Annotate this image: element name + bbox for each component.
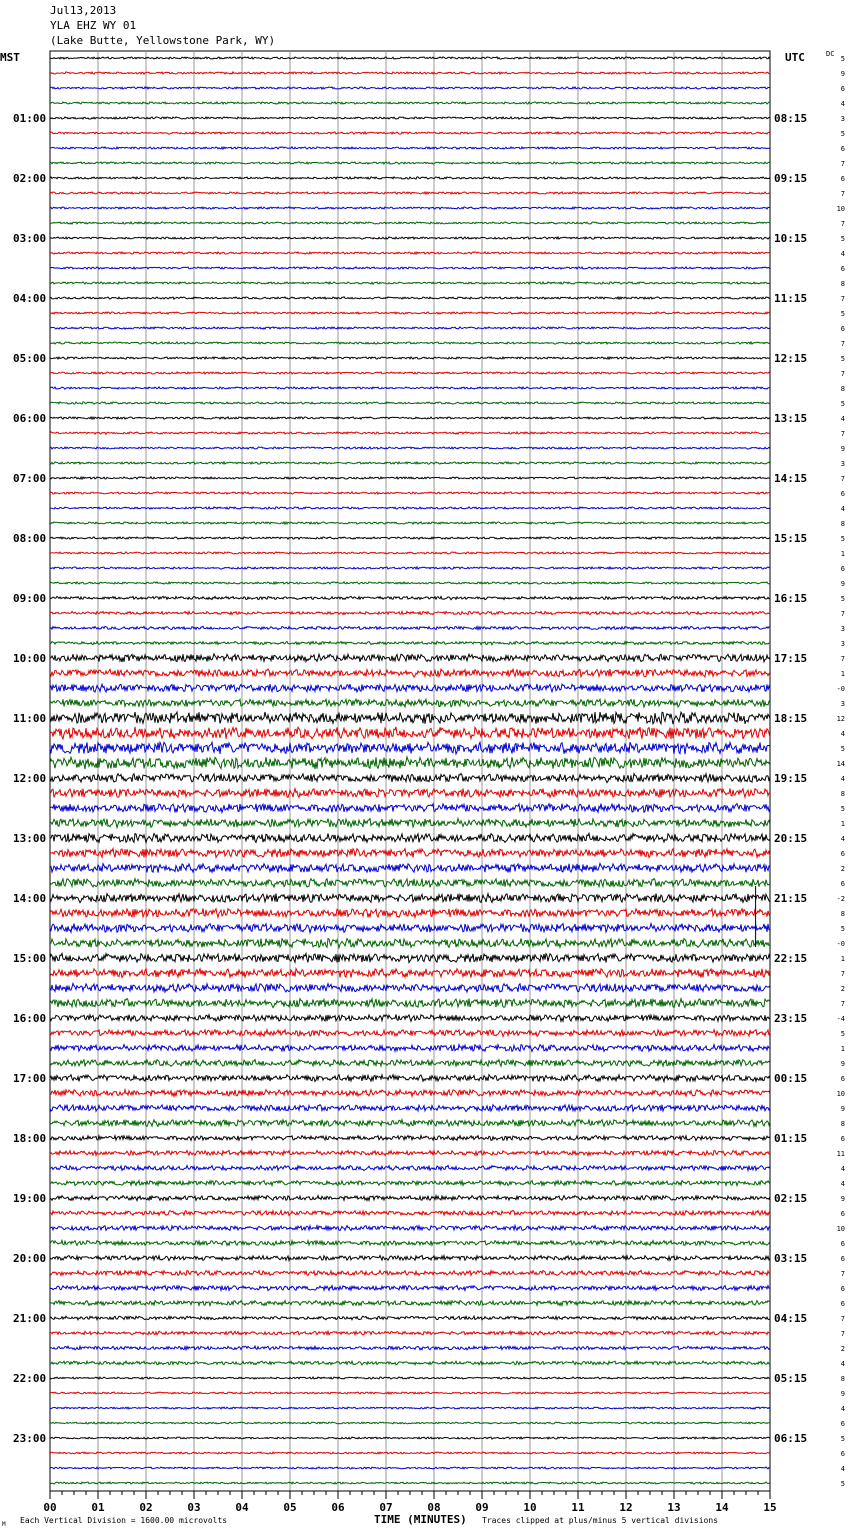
trace-row-78: [50, 1211, 770, 1216]
trace-row-71: [50, 1105, 770, 1112]
mst-hour-label: 04:00: [13, 292, 47, 305]
trace-row-61: [50, 953, 770, 962]
utc-hour-label: 01:15: [774, 1132, 808, 1145]
dc-offset: 4: [840, 730, 845, 738]
utc-label: UTC: [785, 51, 805, 64]
dc-offset: 1: [840, 550, 845, 558]
dc-offset: 7: [840, 655, 845, 663]
trace-row-80: [50, 1240, 770, 1245]
trace-row-23: [50, 387, 770, 389]
x-tick-label: 11: [571, 1501, 585, 1514]
dc-offset: 7: [840, 1315, 845, 1323]
trace-row-89: [50, 1377, 770, 1379]
trace-row-70: [50, 1090, 770, 1097]
dc-offset: 5: [840, 400, 845, 408]
trace-row-56: [50, 879, 770, 888]
dc-offset: 8: [840, 1120, 845, 1128]
trace-row-47: [50, 742, 770, 754]
header-location: (Lake Butte, Yellowstone Park, WY): [50, 34, 276, 47]
dc-offset: 4: [840, 835, 845, 843]
trace-row-57: [50, 894, 770, 903]
dc-offset: 9: [840, 1105, 845, 1113]
trace-row-46: [50, 727, 770, 739]
dc-offset: 4: [840, 775, 845, 783]
trace-row-22: [50, 372, 770, 374]
trace-row-13: [50, 237, 770, 239]
x-tick-label: 09: [475, 1501, 489, 1514]
dc-offset: 4: [840, 1360, 845, 1368]
dc-offset: 7: [840, 370, 845, 378]
trace-row-83: [50, 1286, 770, 1291]
x-tick-label: 06: [331, 1501, 345, 1514]
dc-offset: 5: [840, 1435, 845, 1443]
footer-clip-note: Traces clipped at plus/minus 5 vertical divisions: [482, 1516, 719, 1525]
trace-row-43: [50, 684, 770, 692]
dc-offset: 7: [840, 340, 845, 348]
mst-hour-label: 08:00: [13, 532, 47, 545]
utc-hour-labels: [774, 112, 807, 1445]
mst-hour-label: 13:00: [13, 832, 47, 845]
trace-row-6: [50, 132, 770, 134]
dc-offset: 5: [840, 925, 845, 933]
mst-hour-label: 20:00: [13, 1252, 47, 1265]
dc-offset: 4: [840, 1465, 845, 1473]
trace-row-72: [50, 1120, 770, 1127]
dc-offset: -4: [836, 1015, 845, 1023]
dc-offset: 1: [840, 820, 845, 828]
trace-row-95: [50, 1467, 770, 1469]
dc-offset: 7: [840, 1000, 845, 1008]
trace-row-40: [50, 641, 770, 644]
mst-hour-label: 07:00: [13, 472, 47, 485]
mst-hour-label: 17:00: [13, 1072, 47, 1085]
dc-offset: -0: [836, 940, 845, 948]
dc-offset: 4: [840, 1165, 845, 1173]
trace-row-4: [50, 102, 770, 104]
dc-offset: 5: [840, 130, 845, 138]
x-tick-label: 05: [283, 1501, 297, 1514]
utc-hour-label: 19:15: [774, 772, 808, 785]
trace-row-34: [50, 552, 770, 554]
trace-row-87: [50, 1346, 770, 1350]
dc-offset: 1: [840, 955, 845, 963]
header-station: YLA EHZ WY 01: [50, 19, 137, 32]
dc-offset: 6: [840, 265, 845, 273]
x-tick-label: 12: [619, 1501, 633, 1514]
x-tick-label: 14: [715, 1501, 729, 1514]
utc-hour-label: 05:15: [774, 1372, 808, 1385]
dc-offset: 5: [840, 1030, 845, 1038]
x-tick-label: 01: [91, 1501, 105, 1514]
trace-row-76: [50, 1181, 770, 1186]
dc-offset: 6: [840, 565, 845, 573]
dc-offset: 8: [840, 910, 845, 918]
dc-offset: 8: [840, 790, 845, 798]
dc-offset: 7: [840, 475, 845, 483]
mst-hour-label: 21:00: [13, 1312, 47, 1325]
mst-hour-label: 18:00: [13, 1132, 47, 1145]
x-tick-label: 00: [43, 1501, 57, 1514]
mst-hour-label: 05:00: [13, 352, 47, 365]
footer-scale-note: Each Vertical Division = 1600.00 microvolts: [20, 1516, 228, 1525]
trace-row-55: [50, 863, 770, 872]
trace-row-77: [50, 1196, 770, 1201]
utc-hour-label: 12:15: [774, 352, 808, 365]
trace-row-48: [50, 757, 770, 769]
trace-row-75: [50, 1165, 770, 1170]
dc-offset: 5: [840, 805, 845, 813]
dc-offset: 6: [840, 1240, 845, 1248]
x-tick-label: 03: [187, 1501, 201, 1514]
dc-offset: 6: [840, 175, 845, 183]
trace-row-84: [50, 1301, 770, 1306]
dc-offset: 5: [840, 595, 845, 603]
utc-hour-label: 04:15: [774, 1312, 808, 1325]
dc-offset: 9: [840, 1060, 845, 1068]
dc-offset: 5: [840, 355, 845, 363]
dc-offset: 12: [836, 715, 845, 723]
utc-hour-label: 02:15: [774, 1192, 808, 1205]
dc-offset: 6: [840, 1075, 845, 1083]
trace-row-42: [50, 669, 770, 677]
dc-offset: 1: [840, 1045, 845, 1053]
dc-offset: 6: [840, 1135, 845, 1143]
trace-row-33: [50, 537, 770, 539]
x-tick-label: 04: [235, 1501, 249, 1514]
dc-offset: 7: [840, 970, 845, 978]
trace-row-74: [50, 1151, 770, 1156]
dc-offset: 8: [840, 385, 845, 393]
trace-row-51: [50, 804, 770, 813]
trace-row-39: [50, 626, 770, 629]
trace-row-7: [50, 147, 770, 149]
dc-offset: 2: [840, 865, 845, 873]
dc-offset: 4: [840, 250, 845, 258]
trace-row-93: [50, 1437, 770, 1439]
mst-hour-label: 01:00: [13, 112, 47, 125]
dc-offset: 5: [840, 535, 845, 543]
trace-row-36: [50, 582, 770, 584]
trace-row-9: [50, 177, 770, 179]
dc-offset: 5: [840, 235, 845, 243]
trace-row-28: [50, 462, 770, 464]
dc-offset: 10: [836, 1225, 845, 1233]
trace-row-10: [50, 192, 770, 194]
dc-offset: 6: [840, 1210, 845, 1218]
utc-hour-label: 00:15: [774, 1072, 808, 1085]
trace-row-65: [50, 1015, 770, 1022]
dc-offset: 7: [840, 160, 845, 168]
mst-hour-label: 02:00: [13, 172, 47, 185]
dc-offset: 9: [840, 1390, 845, 1398]
mst-hour-label: 06:00: [13, 412, 47, 425]
mst-hour-label: 14:00: [13, 892, 47, 905]
trace-row-30: [50, 492, 770, 494]
trace-row-17: [50, 297, 770, 299]
dc-offset: 8: [840, 1375, 845, 1383]
trace-row-96: [50, 1482, 770, 1484]
dc-offset: 10: [836, 205, 845, 213]
dc-offset-labels: [837, 55, 845, 1488]
mst-hour-label: 10:00: [13, 652, 47, 665]
dc-offset: 8: [840, 280, 845, 288]
dc-offset: 7: [840, 1270, 845, 1278]
dc-offset: 7: [840, 610, 845, 618]
dc-offset: 6: [840, 1300, 845, 1308]
dc-offset: 11: [836, 1150, 845, 1158]
dc-offset: 5: [840, 55, 845, 63]
mst-hour-label: 09:00: [13, 592, 47, 605]
dc-label: DC: [826, 50, 835, 58]
traces: [50, 57, 770, 1484]
dc-offset: 1: [840, 670, 845, 678]
corner-mark: M: [2, 1521, 6, 1528]
trace-row-54: [50, 849, 770, 858]
trace-row-27: [50, 447, 770, 449]
trace-row-37: [50, 596, 770, 599]
trace-row-94: [50, 1452, 770, 1454]
utc-hour-label: 03:15: [774, 1252, 808, 1265]
dc-offset: 6: [840, 490, 845, 498]
utc-hour-label: 06:15: [774, 1432, 808, 1445]
trace-row-31: [50, 507, 770, 509]
trace-row-53: [50, 833, 770, 842]
dc-offset: 6: [840, 325, 845, 333]
dc-offset: 7: [840, 295, 845, 303]
dc-offset: 2: [840, 985, 845, 993]
utc-hour-label: 17:15: [774, 652, 808, 665]
trace-row-18: [50, 312, 770, 314]
mst-hour-label: 19:00: [13, 1192, 47, 1205]
utc-hour-label: 15:15: [774, 532, 808, 545]
header-date: Jul13,2013: [50, 4, 117, 17]
utc-hour-label: 09:15: [774, 172, 808, 185]
mst-hour-label: 03:00: [13, 232, 47, 245]
dc-offset: 4: [840, 1405, 845, 1413]
trace-row-45: [50, 712, 770, 724]
trace-row-82: [50, 1270, 770, 1275]
dc-offset: 6: [840, 880, 845, 888]
dc-offset: 6: [840, 1450, 845, 1458]
dc-offset: 6: [840, 850, 845, 858]
utc-hour-label: 23:15: [774, 1012, 808, 1025]
dc-offset: 6: [840, 1285, 845, 1293]
dc-offset: 6: [840, 145, 845, 153]
trace-row-62: [50, 969, 770, 978]
trace-row-50: [50, 788, 770, 797]
dc-offset: 5: [840, 745, 845, 753]
x-tick-label: 02: [139, 1501, 153, 1514]
dc-offset: 2: [840, 1345, 845, 1353]
trace-row-63: [50, 983, 770, 992]
trace-row-60: [50, 939, 770, 948]
dc-offset: 3: [840, 115, 845, 123]
dc-offset: 7: [840, 1330, 845, 1338]
dc-offset: 9: [840, 70, 845, 78]
x-axis-title: TIME (MINUTES): [374, 1513, 467, 1526]
dc-offset: 9: [840, 445, 845, 453]
dc-offset: 7: [840, 220, 845, 228]
dc-offset: 10: [836, 1090, 845, 1098]
x-tick-label: 07: [379, 1501, 393, 1514]
dc-offset: 3: [840, 625, 845, 633]
trace-row-91: [50, 1407, 770, 1409]
mst-hour-label: 22:00: [13, 1372, 47, 1385]
dc-offset: 4: [840, 415, 845, 423]
dc-offset: 3: [840, 460, 845, 468]
trace-row-25: [50, 417, 770, 419]
time-axis: [43, 1491, 776, 1514]
trace-row-86: [50, 1331, 770, 1335]
utc-hour-label: 14:15: [774, 472, 808, 485]
trace-row-1: [50, 57, 770, 59]
trace-row-15: [50, 267, 770, 269]
trace-row-58: [50, 908, 770, 917]
dc-offset: 3: [840, 640, 845, 648]
dc-offset: 3: [840, 700, 845, 708]
dc-offset: -2: [836, 895, 845, 903]
trace-row-81: [50, 1256, 770, 1261]
utc-hour-label: 20:15: [774, 832, 808, 845]
utc-hour-label: 10:15: [774, 232, 808, 245]
dc-offset: 9: [840, 580, 845, 588]
dc-offset: 6: [840, 85, 845, 93]
trace-row-92: [50, 1422, 770, 1424]
trace-row-73: [50, 1136, 770, 1141]
trace-row-68: [50, 1060, 770, 1067]
trace-row-41: [50, 654, 770, 662]
trace-row-3: [50, 87, 770, 89]
trace-row-67: [50, 1045, 770, 1052]
x-tick-label: 08: [427, 1501, 441, 1514]
trace-row-21: [50, 357, 770, 359]
trace-row-8: [50, 162, 770, 164]
trace-row-64: [50, 999, 770, 1008]
dc-offset: 7: [840, 430, 845, 438]
dc-offset: 6: [840, 1255, 845, 1263]
trace-row-38: [50, 611, 770, 614]
dc-offset: -0: [836, 685, 845, 693]
utc-hour-label: 22:15: [774, 952, 808, 965]
trace-row-26: [50, 432, 770, 434]
mst-label: MST: [0, 51, 20, 64]
trace-row-79: [50, 1226, 770, 1231]
trace-row-16: [50, 282, 770, 284]
trace-row-90: [50, 1392, 770, 1394]
utc-hour-label: 11:15: [774, 292, 808, 305]
mst-hour-label: 11:00: [13, 712, 47, 725]
dc-offset: 4: [840, 100, 845, 108]
trace-row-19: [50, 327, 770, 329]
mst-hour-label: 23:00: [13, 1432, 47, 1445]
dc-offset: 6: [840, 1420, 845, 1428]
trace-row-32: [50, 522, 770, 524]
mst-hour-label: 16:00: [13, 1012, 47, 1025]
mst-hour-label: 15:00: [13, 952, 47, 965]
mst-hour-label: 12:00: [13, 772, 47, 785]
trace-row-11: [50, 207, 770, 209]
dc-offset: 5: [840, 310, 845, 318]
trace-row-49: [50, 774, 770, 783]
trace-row-20: [50, 342, 770, 344]
dc-offset: 5: [840, 1480, 845, 1488]
trace-row-2: [50, 72, 770, 74]
trace-row-69: [50, 1075, 770, 1082]
utc-hour-label: 21:15: [774, 892, 808, 905]
trace-row-88: [50, 1361, 770, 1365]
dc-offset: 7: [840, 190, 845, 198]
utc-hour-label: 18:15: [774, 712, 808, 725]
dc-offset: 14: [836, 760, 845, 768]
utc-hour-label: 08:15: [774, 112, 808, 125]
trace-row-5: [50, 117, 770, 119]
trace-row-52: [50, 819, 770, 828]
trace-row-24: [50, 402, 770, 404]
utc-hour-label: 13:15: [774, 412, 808, 425]
trace-row-66: [50, 1030, 770, 1037]
trace-row-12: [50, 222, 770, 224]
dc-offset: 9: [840, 1195, 845, 1203]
x-tick-label: 15: [763, 1501, 777, 1514]
trace-row-85: [50, 1316, 770, 1320]
dc-offset: 4: [840, 1180, 845, 1188]
utc-hour-label: 16:15: [774, 592, 808, 605]
trace-row-59: [50, 924, 770, 933]
trace-row-44: [50, 699, 770, 707]
x-tick-label: 10: [523, 1501, 537, 1514]
x-tick-label: 13: [667, 1501, 681, 1514]
trace-row-35: [50, 567, 770, 569]
mst-hour-labels: [13, 112, 46, 1445]
trace-row-29: [50, 477, 770, 479]
trace-row-14: [50, 252, 770, 254]
dc-offset: 4: [840, 505, 845, 513]
dc-offset: 8: [840, 520, 845, 528]
